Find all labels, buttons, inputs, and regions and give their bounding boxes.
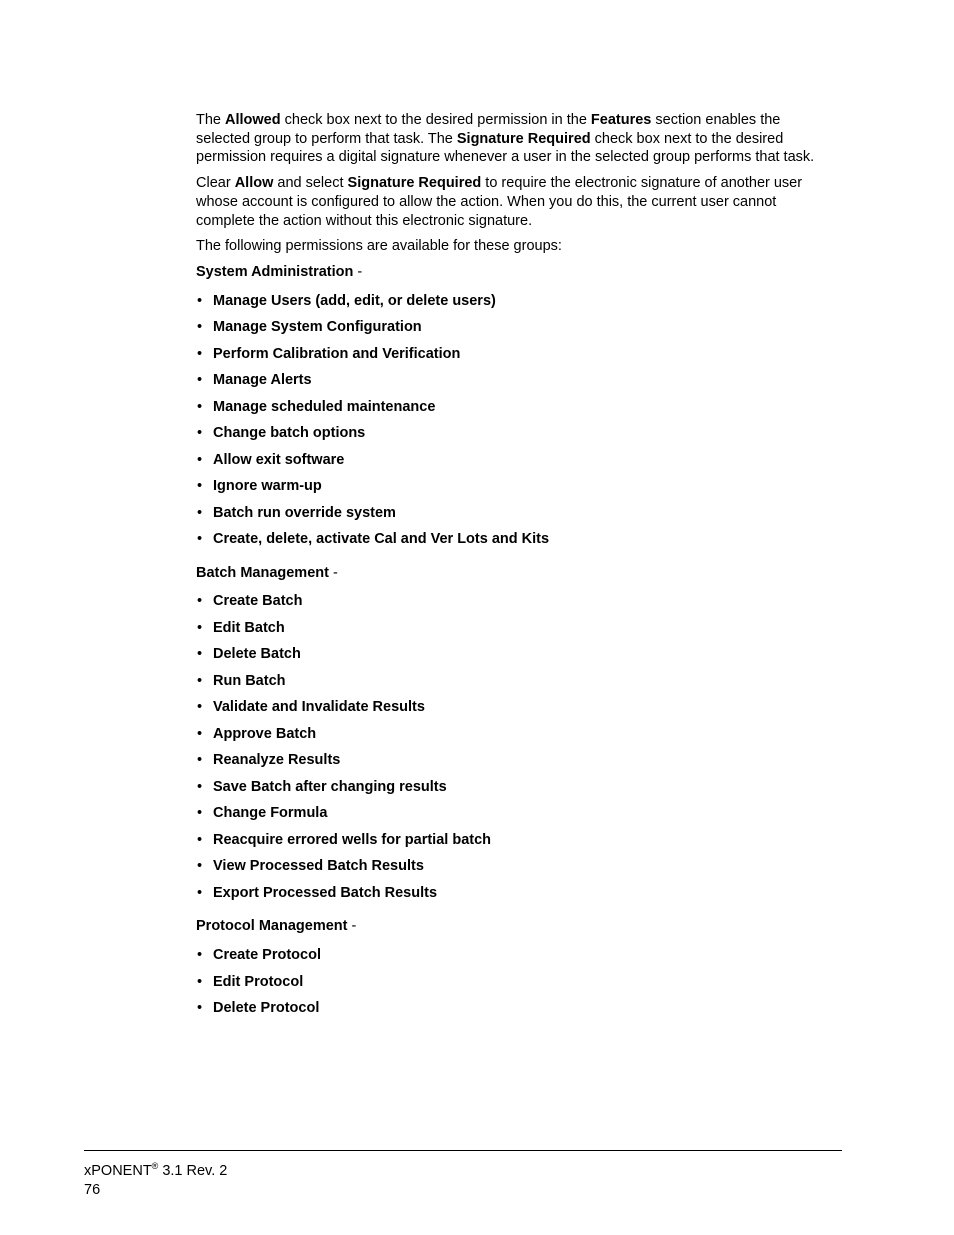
list-item	[196, 778, 836, 805]
footer-divider	[84, 1150, 842, 1151]
bullet-icon: •	[197, 884, 203, 901]
list-item	[196, 831, 836, 858]
bullet-icon: •	[197, 947, 203, 964]
list-item	[196, 477, 836, 504]
permission-label: Run Batch	[213, 672, 286, 689]
intro-paragraph-clear-allow	[196, 174, 836, 230]
permission-label: View Processed Batch Results	[213, 858, 424, 875]
permission-label: Change batch options	[213, 425, 366, 442]
footer-version: 3.1 Rev. 2	[158, 1163, 228, 1179]
permission-label: Delete Batch	[213, 646, 301, 663]
bold-term: Signature Required	[347, 175, 482, 192]
text-run: section enables the selected group to perform that task. The	[196, 112, 781, 147]
bullet-icon: •	[197, 831, 203, 848]
bullet-icon: •	[197, 531, 203, 548]
bullet-icon: •	[197, 646, 203, 663]
permission-label: Manage System Configuration	[213, 319, 422, 336]
bullet-icon: •	[197, 725, 203, 742]
list-item	[196, 645, 836, 672]
list-item	[196, 504, 836, 531]
section-title: Batch Management	[196, 564, 329, 581]
footer-product-version	[84, 1162, 227, 1181]
permission-label: Edit Batch	[213, 619, 285, 636]
section-dash: -	[347, 918, 357, 935]
bullet-icon: •	[197, 619, 203, 636]
list-item	[196, 371, 836, 398]
text-run: Clear	[196, 175, 235, 192]
permission-label: Ignore warm-up	[213, 478, 322, 495]
permission-sections	[196, 263, 836, 1026]
permission-label: Create, delete, activate Cal and Ver Lots and Kits	[213, 531, 550, 548]
permission-label: Batch run override system	[213, 504, 396, 521]
section-heading	[196, 263, 836, 282]
permission-list	[196, 592, 836, 910]
permission-label: Save Batch after changing results	[213, 778, 447, 795]
page-footer	[84, 1162, 227, 1199]
permission-label: Delete Protocol	[213, 1000, 320, 1017]
bullet-icon: •	[197, 593, 203, 610]
bold-term: Allow	[234, 175, 274, 192]
permission-label: Approve Batch	[213, 725, 317, 742]
bullet-icon: •	[197, 1000, 203, 1017]
permission-label: Allow exit software	[213, 451, 345, 468]
footer-page-number: 76	[84, 1181, 101, 1198]
list-item	[196, 592, 836, 619]
permission-label: Reacquire errored wells for partial batch	[213, 831, 492, 848]
section-heading	[196, 917, 836, 936]
registered-mark: ®	[151, 1161, 159, 1171]
list-item	[196, 424, 836, 451]
bullet-icon: •	[197, 805, 203, 822]
permission-label: Reanalyze Results	[213, 752, 341, 769]
list-item	[196, 318, 836, 345]
list-item	[196, 725, 836, 752]
bullet-icon: •	[197, 778, 203, 795]
bullet-icon: •	[197, 504, 203, 521]
permission-label: Validate and Invalidate Results	[213, 699, 425, 716]
section-title: Protocol Management	[196, 918, 348, 935]
text-run: to require the electronic signature of another user whose account is configured to allow the action. When you do this, the current user cannot complete the action without this electronic signature.	[196, 175, 803, 229]
list-item	[196, 999, 836, 1026]
list-item	[196, 619, 836, 646]
list-item	[196, 530, 836, 557]
bold-term: Signature Required	[456, 130, 591, 147]
permission-label: Perform Calibration and Verification	[213, 345, 461, 362]
text-run: check box next to the desired permission in the	[280, 112, 591, 128]
list-item	[196, 857, 836, 884]
bullet-icon: •	[197, 672, 203, 689]
permission-list	[196, 946, 836, 1026]
bold-term: Allowed	[225, 112, 281, 128]
intro-paragraph-allowed	[196, 111, 836, 167]
list-item	[196, 884, 836, 911]
list-item	[196, 292, 836, 319]
permission-label: Change Formula	[213, 805, 328, 822]
bold-term: Features	[590, 112, 652, 128]
section-dash: -	[328, 564, 338, 581]
bullet-icon: •	[197, 752, 203, 769]
list-item	[196, 751, 836, 778]
permission-label: Manage Users (add, edit, or delete users)	[213, 292, 496, 309]
text-run: and select	[273, 175, 348, 192]
permission-list	[196, 292, 836, 557]
list-item	[196, 398, 836, 425]
bullet-icon: •	[197, 478, 203, 495]
bullet-icon: •	[197, 699, 203, 716]
bullet-icon: •	[197, 858, 203, 875]
list-item	[196, 451, 836, 478]
permission-label: Manage Alerts	[213, 372, 312, 389]
bullet-icon: •	[197, 319, 203, 336]
list-item	[196, 698, 836, 725]
list-item	[196, 345, 836, 372]
intro-paragraph-permissions: The following permissions are available for these groups:	[196, 238, 562, 255]
list-item	[196, 973, 836, 1000]
permission-label: Edit Protocol	[213, 973, 304, 990]
bullet-icon: •	[197, 292, 203, 309]
list-item	[196, 672, 836, 699]
section-dash: -	[353, 263, 363, 280]
page-content	[196, 111, 836, 1026]
text-run: check box next to the desired permission requires a digital signature whenever a user in the selected group performs that task.	[196, 130, 815, 166]
list-item	[196, 804, 836, 831]
permission-label: Create Batch	[213, 593, 303, 610]
bullet-icon: •	[197, 451, 203, 468]
text-run: The	[196, 112, 226, 128]
bullet-icon: •	[197, 973, 203, 990]
bullet-icon: •	[197, 425, 203, 442]
bullet-icon: •	[197, 345, 203, 362]
section-heading	[196, 564, 836, 583]
permission-label: Manage scheduled maintenance	[213, 398, 436, 415]
bullet-icon: •	[197, 372, 203, 389]
list-item	[196, 946, 836, 973]
permission-label: Create Protocol	[213, 947, 321, 964]
footer-product-name: xPONENT	[84, 1163, 152, 1179]
bullet-icon: •	[197, 398, 203, 415]
permission-label: Export Processed Batch Results	[213, 884, 438, 901]
section-title: System Administration	[196, 263, 354, 280]
